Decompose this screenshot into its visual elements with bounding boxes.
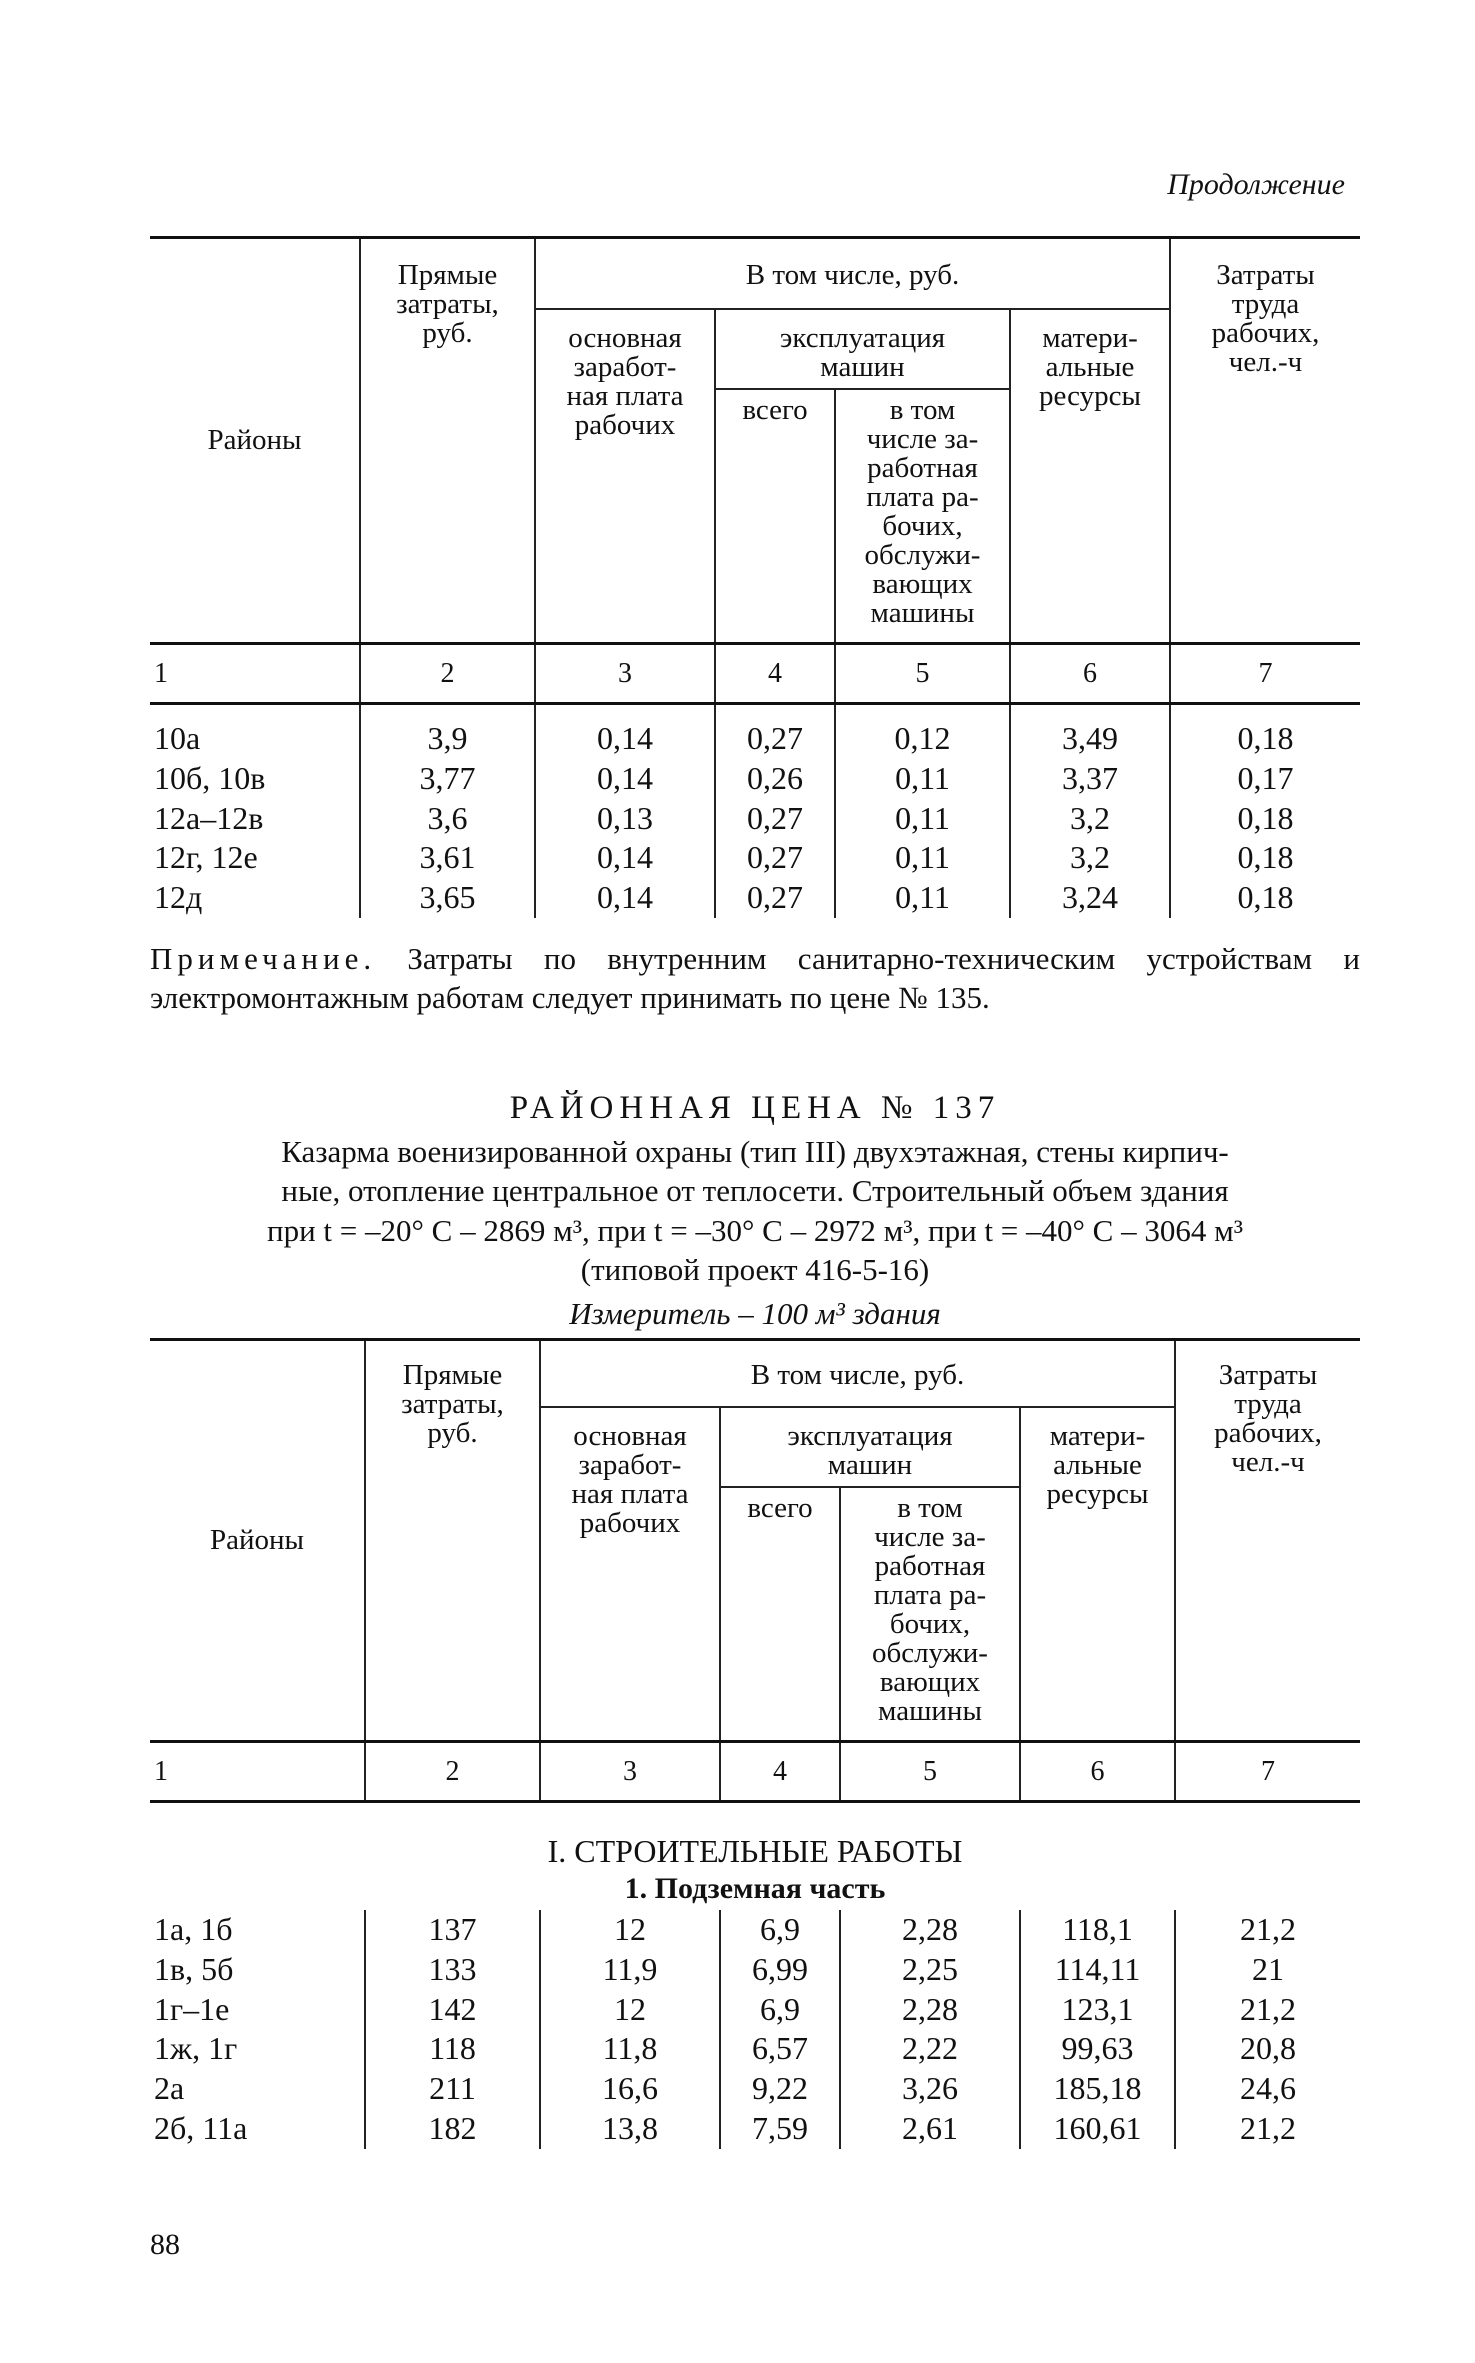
description [170, 1132, 1340, 1289]
cost-table-1 [150, 236, 1360, 918]
table-row [150, 2069, 1360, 2109]
value-cell: 99,63 [1020, 2029, 1175, 2069]
note-text: Затраты по внутренним санитарно-техническим устройствам и электромонтажным работам следует принимать по цене № 135. [150, 941, 1360, 1015]
value-cell: 2,28 [840, 1910, 1020, 1950]
region-cell: 2б, 11а [154, 2109, 248, 2146]
description-line: Казарма военизированной охраны (тип III) двухэтажная, стены кирпич- [281, 1134, 1229, 1169]
value-cell: 3,61 [360, 838, 535, 878]
col-num: 4 [720, 1742, 840, 1802]
value-cell: 2,61 [840, 2109, 1020, 2149]
value-cell: 0,13 [535, 799, 715, 839]
value-cell: 0,14 [535, 719, 715, 759]
region-cell: 1г–1е [154, 1990, 230, 2027]
col-num: 7 [1170, 644, 1360, 704]
value-cell: 114,11 [1020, 1950, 1175, 1990]
subsection-title: 1. Подземная часть [624, 1871, 886, 1905]
table-row [150, 1910, 1360, 1950]
value-cell: 6,99 [720, 1950, 840, 1990]
value-cell: 2,22 [840, 2029, 1020, 2069]
value-cell: 21 [1175, 1950, 1360, 1990]
value-cell: 0,12 [835, 719, 1010, 759]
header-direct-costs: Прямые затраты, руб. [365, 1340, 540, 1742]
col-num: 3 [540, 1742, 720, 1802]
value-cell: 0,18 [1170, 799, 1360, 839]
header-machine-operation: эксплуатация машин [720, 1407, 1020, 1487]
value-cell: 0,27 [715, 719, 835, 759]
description-line: ные, отопление центральное от теплосети. Строительный объем здания [281, 1173, 1229, 1209]
value-cell: 0,11 [835, 759, 1010, 799]
value-cell: 11,9 [540, 1950, 720, 1990]
region-cell: 1ж, 1г [154, 2030, 238, 2067]
value-cell: 3,26 [840, 2069, 1020, 2109]
table-row [150, 1950, 1360, 1990]
header-including: В том числе, руб. [540, 1340, 1175, 1408]
col-num: 3 [535, 644, 715, 704]
value-cell: 123,1 [1020, 1990, 1175, 2030]
value-cell: 0,27 [715, 838, 835, 878]
value-cell: 12 [540, 1910, 720, 1950]
value-cell: 3,65 [360, 878, 535, 918]
column-number-row [150, 644, 1360, 704]
value-cell: 3,37 [1010, 759, 1170, 799]
note-label: Примечание. [150, 941, 377, 976]
value-cell: 11,8 [540, 2029, 720, 2069]
header-total: всего [715, 389, 835, 644]
value-cell: 9,22 [720, 2069, 840, 2109]
column-number-row [150, 1742, 1360, 1802]
value-cell: 20,8 [1175, 2029, 1360, 2069]
value-cell: 0,14 [535, 878, 715, 918]
col-num: 4 [715, 644, 835, 704]
table-row [150, 878, 1360, 918]
value-cell: 211 [365, 2069, 540, 2109]
value-cell: 0,18 [1170, 878, 1360, 918]
value-cell: 3,24 [1010, 878, 1170, 918]
table-row [150, 759, 1360, 799]
value-cell: 21,2 [1175, 1990, 1360, 2030]
table-row [150, 2109, 1360, 2149]
value-cell: 3,2 [1010, 799, 1170, 839]
value-cell: 7,59 [720, 2109, 840, 2149]
header-including: В том числе, руб. [535, 238, 1170, 310]
header-incl-wage: в том числе за- работная плата ра- бочих, обслужи- вающих машины [840, 1487, 1020, 1742]
table-row [150, 799, 1360, 839]
price-heading: РАЙОННАЯ ЦЕНА № 137 [509, 1090, 1001, 1126]
note-paragraph [150, 940, 1360, 1018]
value-cell: 12 [540, 1990, 720, 2030]
region-cell: 1в, 5б [154, 1950, 234, 1987]
value-cell: 3,2 [1010, 838, 1170, 878]
description-line: при t = –20° С – 2869 м³, при t = –30° С – 2972 м³, при t = –40° С – 3064 м³ [266, 1212, 1244, 1248]
header-direct-costs: Прямые затраты, руб. [360, 238, 535, 644]
value-cell: 24,6 [1175, 2069, 1360, 2109]
value-cell: 142 [365, 1990, 540, 2030]
value-cell: 2,25 [840, 1950, 1020, 1990]
value-cell: 6,57 [720, 2029, 840, 2069]
value-cell: 118 [365, 2029, 540, 2069]
value-cell: 13,8 [540, 2109, 720, 2149]
value-cell: 118,1 [1020, 1910, 1175, 1950]
col-num: 2 [365, 1742, 540, 1802]
value-cell: 0,26 [715, 759, 835, 799]
description-line: (типовой проект 416-5-16) [580, 1252, 930, 1288]
table-row [150, 719, 1360, 759]
value-cell: 3,6 [360, 799, 535, 839]
continued-label: Продолжение [1167, 168, 1345, 201]
col-num: 5 [840, 1742, 1020, 1802]
value-cell: 0,18 [1170, 719, 1360, 759]
header-base-wage: основная заработ- ная плата рабочих [535, 309, 715, 644]
measure-label: Измеритель – 100 м³ здания [569, 1296, 941, 1331]
header-labor: Затраты труда рабочих, чел.-ч [1170, 238, 1360, 644]
table-row [150, 2029, 1360, 2069]
value-cell: 21,2 [1175, 2109, 1360, 2149]
col-num: 6 [1020, 1742, 1175, 1802]
value-cell: 21,2 [1175, 1910, 1360, 1950]
value-cell: 0,11 [835, 838, 1010, 878]
region-cell: 2а [154, 2070, 185, 2107]
value-cell: 185,18 [1020, 2069, 1175, 2109]
header-materials: матери- альные ресурсы [1020, 1407, 1175, 1742]
section-title: I. СТРОИТЕЛЬНЫЕ РАБОТЫ [547, 1833, 963, 1870]
header-regions: Районы [150, 1340, 365, 1742]
table-row [150, 838, 1360, 878]
value-cell: 16,6 [540, 2069, 720, 2109]
header-materials: матери- альные ресурсы [1010, 309, 1170, 644]
col-num: 1 [150, 644, 360, 704]
value-cell: 0,11 [835, 878, 1010, 918]
value-cell: 0,27 [715, 799, 835, 839]
cost-table-2 [150, 1338, 1360, 2149]
value-cell: 133 [365, 1950, 540, 1990]
value-cell: 137 [365, 1910, 540, 1950]
value-cell: 6,9 [720, 1910, 840, 1950]
value-cell: 2,28 [840, 1990, 1020, 2030]
value-cell: 3,49 [1010, 719, 1170, 759]
col-num: 6 [1010, 644, 1170, 704]
region-cell: 12д [154, 879, 203, 916]
value-cell: 3,77 [360, 759, 535, 799]
col-num: 5 [835, 644, 1010, 704]
value-cell: 0,14 [535, 838, 715, 878]
header-base-wage: основная заработ- ная плата рабочих [540, 1407, 720, 1742]
region-cell: 10б, 10в [154, 759, 266, 796]
region-cell: 1а, 1б [154, 1911, 233, 1948]
value-cell: 0,18 [1170, 838, 1360, 878]
col-num: 1 [150, 1742, 365, 1802]
value-cell: 3,9 [360, 719, 535, 759]
region-cell: 12а–12в [154, 799, 264, 836]
header-machine-operation: эксплуатация машин [715, 309, 1010, 389]
region-cell: 10а [154, 720, 201, 757]
header-labor: Затраты труда рабочих, чел.-ч [1175, 1340, 1360, 1742]
value-cell: 182 [365, 2109, 540, 2149]
value-cell: 0,11 [835, 799, 1010, 839]
value-cell: 160,61 [1020, 2109, 1175, 2149]
region-cell: 12г, 12е [154, 839, 258, 876]
col-num: 2 [360, 644, 535, 704]
header-total: всего [720, 1487, 840, 1742]
header-regions: Районы [150, 238, 360, 644]
header-incl-wage: в том числе за- работная плата ра- бочих, обслужи- вающих машины [835, 389, 1010, 644]
value-cell: 0,14 [535, 759, 715, 799]
value-cell: 6,9 [720, 1990, 840, 2030]
value-cell: 0,27 [715, 878, 835, 918]
table-row [150, 1990, 1360, 2030]
col-num: 7 [1175, 1742, 1360, 1802]
value-cell: 0,17 [1170, 759, 1360, 799]
page-number: 88 [150, 2228, 180, 2261]
